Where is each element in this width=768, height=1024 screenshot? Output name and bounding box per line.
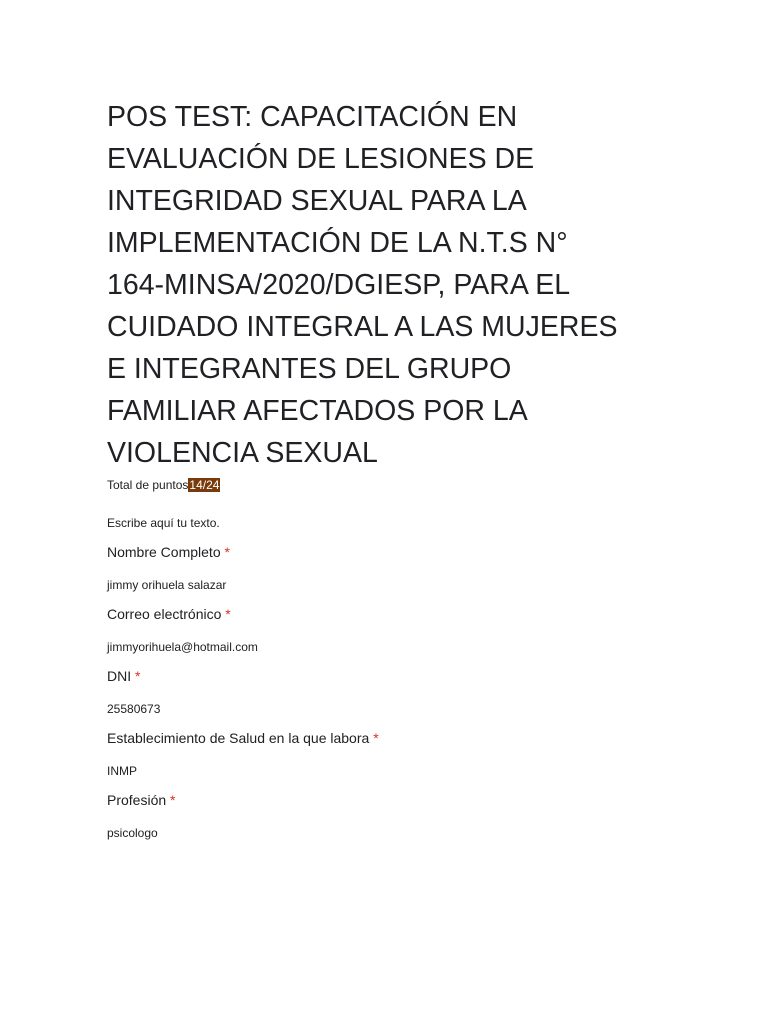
required-star: * xyxy=(225,606,231,622)
question-health-facility xyxy=(107,728,707,779)
answer-email: jimmyorihuela@hotmail.com xyxy=(107,640,258,654)
question-dni xyxy=(107,666,707,717)
question-full-name xyxy=(107,542,707,593)
score-label: Total de puntos xyxy=(107,478,189,492)
answer-profession: psicologo xyxy=(107,826,158,840)
question-profession xyxy=(107,790,707,841)
required-star: * xyxy=(135,668,141,684)
question-label: Correo electrónico * xyxy=(107,606,231,622)
question-label: Establecimiento de Salud en la que labora * xyxy=(107,730,379,746)
answer-dni: 25580673 xyxy=(107,702,161,716)
form-description: Escribe aquí tu texto. xyxy=(107,516,220,530)
answer-health-facility: INMP xyxy=(107,764,137,778)
form-page xyxy=(107,96,707,841)
form-title: POS TEST: CAPACITACIÓN EN EVALUACIÓN DE LESIONES DE INTEGRIDAD SEXUAL PARA LA IMPLEMENTACIÓN DE LA N.T.S N° 164-MINSA/2020/DGIESP, PARA EL CUIDADO INTEGRAL A LAS MUJERES E INTEGRANTES DEL GRUPO FAMILIAR AFECTADOS POR LA VIOLENCIA SEXUAL xyxy=(107,101,618,469)
question-label: Profesión * xyxy=(107,792,176,808)
question-label: DNI * xyxy=(107,668,141,684)
total-score xyxy=(107,477,707,493)
score-value-badge: 14/24 xyxy=(189,478,220,492)
question-label: Nombre Completo * xyxy=(107,544,230,560)
required-star: * xyxy=(373,730,379,746)
question-email xyxy=(107,604,707,655)
answer-full-name: jimmy orihuela salazar xyxy=(107,578,227,592)
required-star: * xyxy=(170,792,176,808)
required-star: * xyxy=(224,544,230,560)
